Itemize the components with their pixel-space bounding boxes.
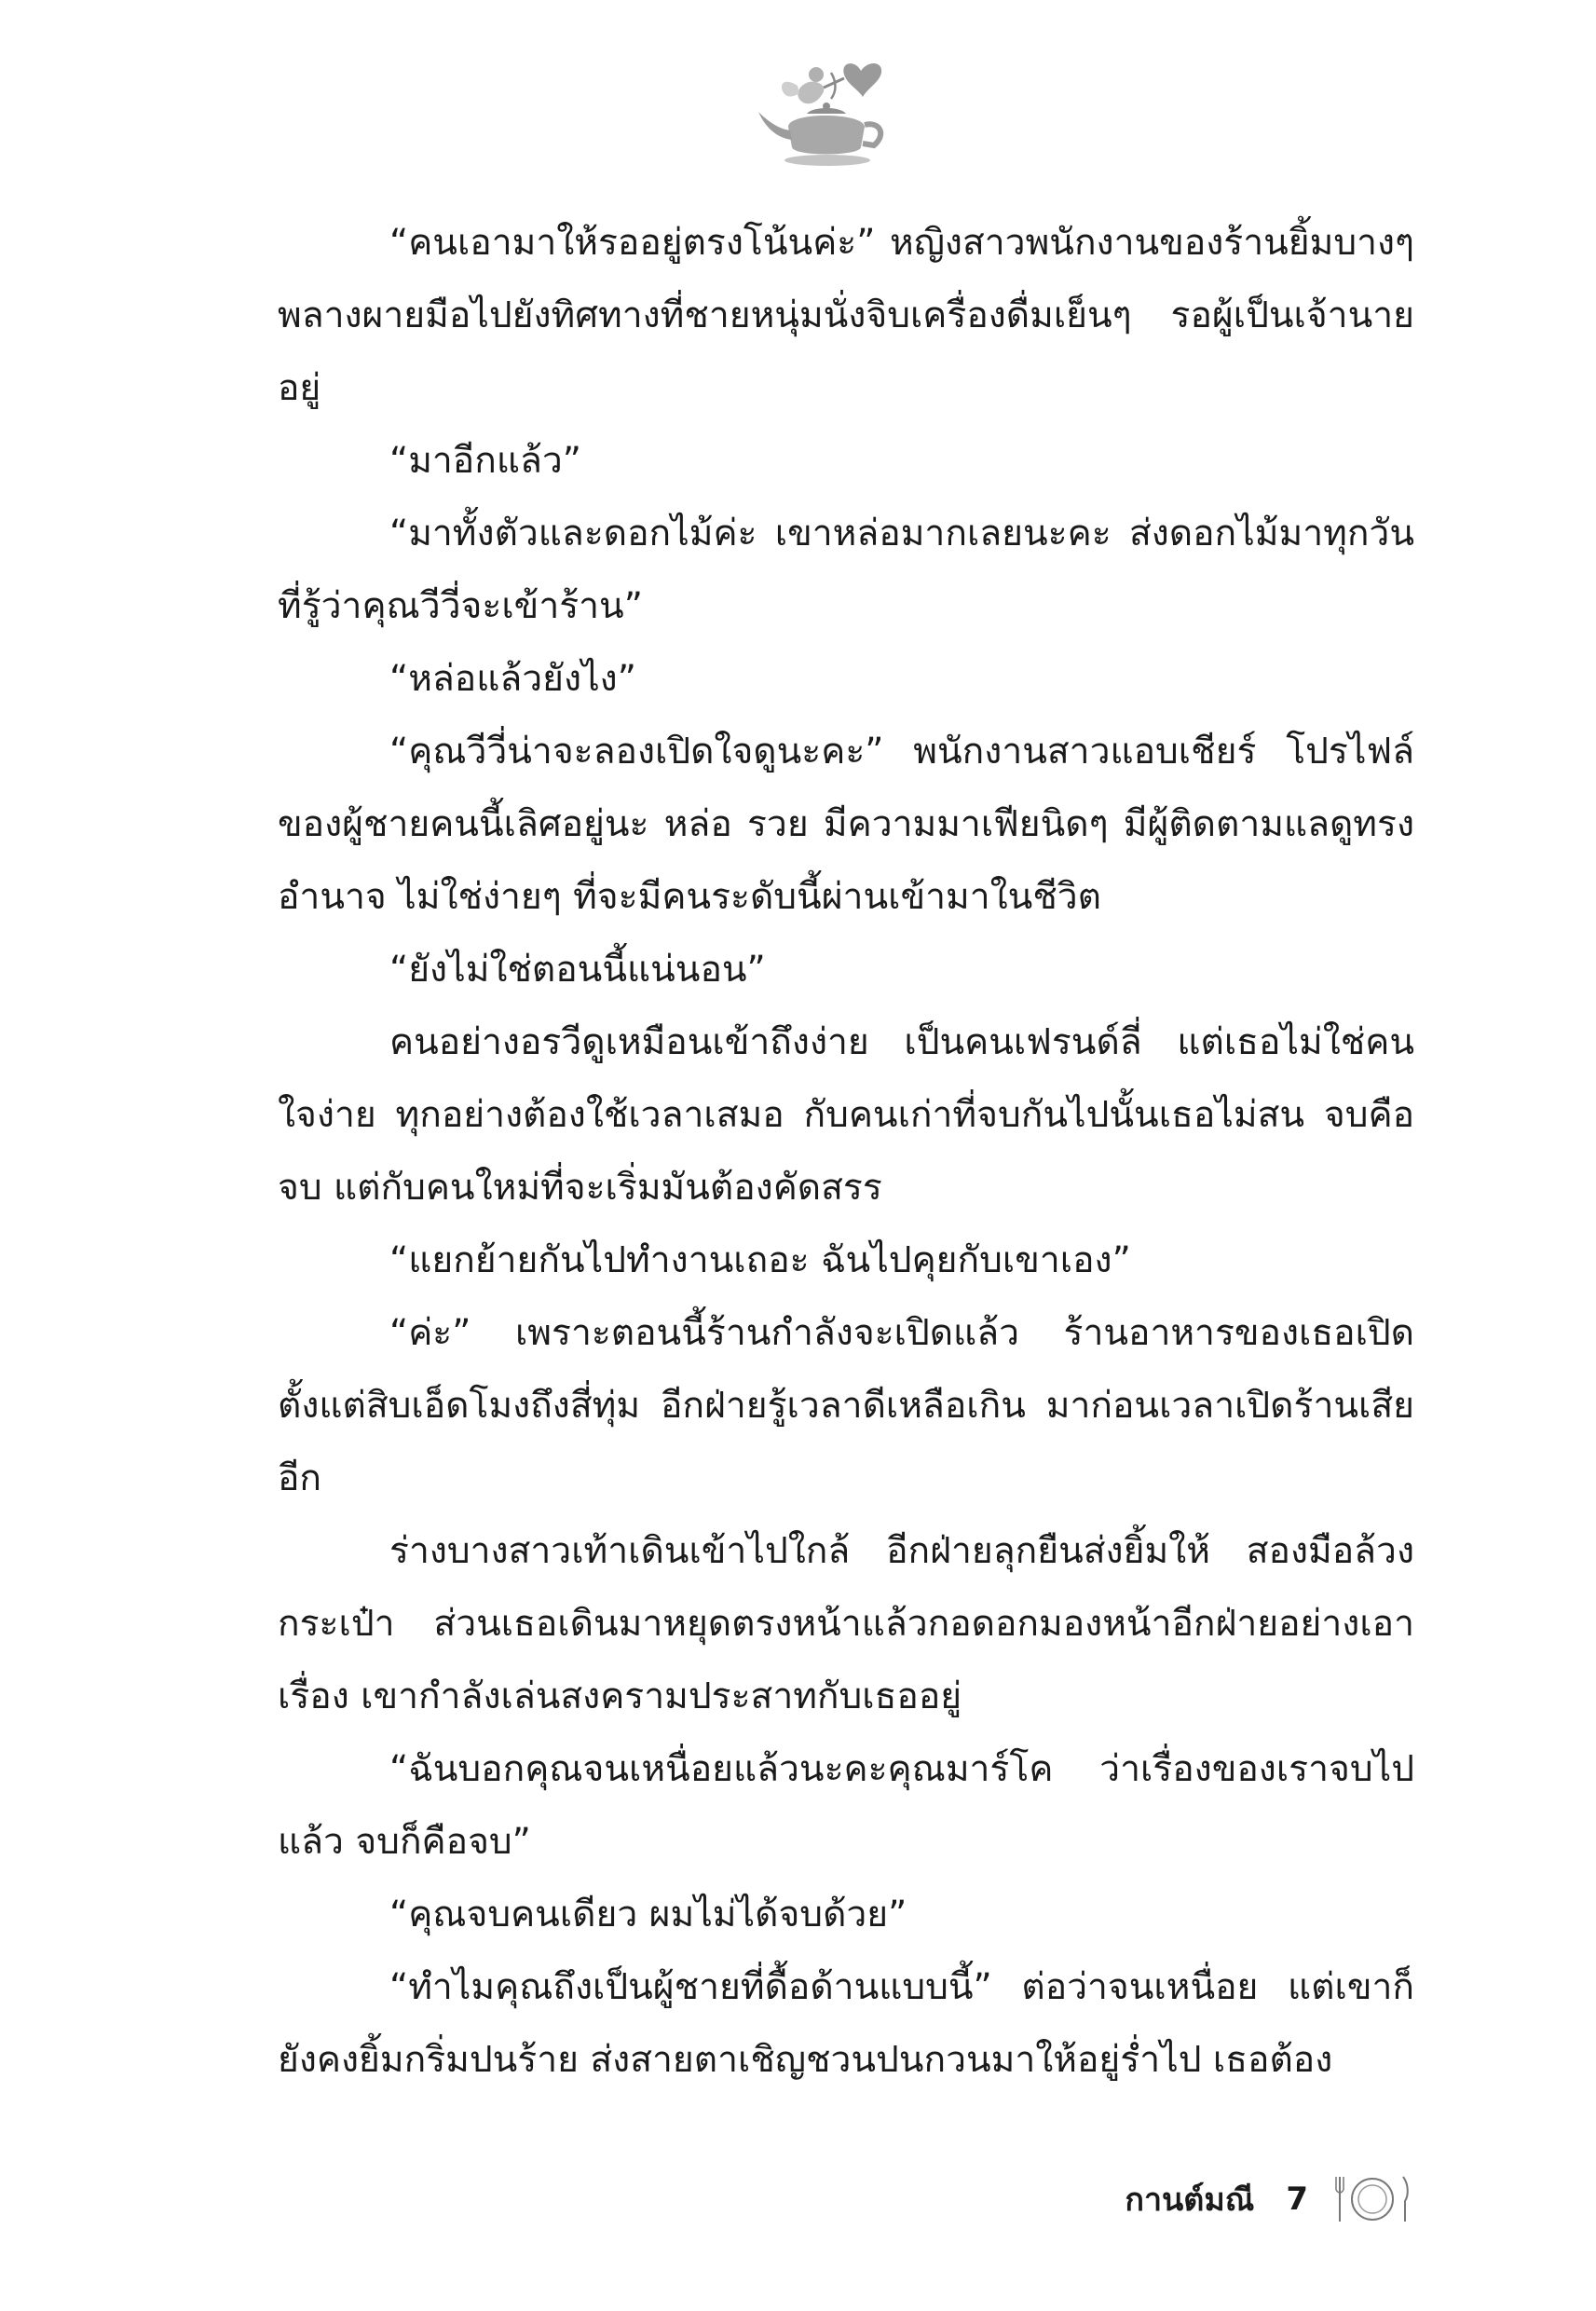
paragraph: “มาทั้งตัวและดอกไม้ค่ะ เขาหล่อมากเลยนะคะ ส่งดอกไม้มาทุกวันที่รู้ว่าคุณวีวี่จะเข้าร้าน” [278, 513, 1414, 627]
paragraph: “คุณจบคนเดียว ผมไม่ได้จบด้วย” [389, 1894, 907, 1935]
page-footer [1125, 2171, 1414, 2227]
paragraph: “ฉันบอกคุณจนเหนื่อยแล้วนะคะคุณมาร์โค ว่าเรื่องของเราจบไปแล้ว จบก็คือจบ” [278, 1748, 1414, 1863]
paragraph: “ทำไมคุณถึงเป็นผู้ชายที่ดื้อด้านแบบนี้” ต่อว่าจนเหนื่อย แต่เขาก็ยังคงยิ้มกริ่มปนร้าย ส่งสายตาเชิญชวนปนกวนมาให้อยู่ร่ำไป เธอต้อง [278, 1966, 1414, 2081]
cupid-teapot-icon [751, 54, 909, 175]
paragraph: “ยังไม่ใช่ตอนนี้แน่นอน” [389, 949, 766, 991]
paragraph: “คนเอามาให้รออยู่ตรงโน้นค่ะ” หญิงสาวพนักงานของร้านยิ้มบางๆ พลางผายมือไปยังทิศทางที่ชายหนุ่มนั่งจิบเครื่องดื่มเย็นๆ รอผู้เป็นเจ้านายอยู่ [278, 222, 1414, 409]
page-number: 7 [1286, 2181, 1308, 2218]
paragraph: “มาอีกแล้ว” [389, 440, 581, 482]
paragraph: “คุณวีวี่น่าจะลองเปิดใจดูนะคะ” พนักงานสาวแอบเชียร์ โปรไฟล์ของผู้ชายคนนี้เลิศอยู่นะ หล่อ รวย มีความมาเฟียนิดๆ มีผู้ติดตามแลดูทรงอำนาจ ไม่ใช่ง่ายๆ ที่จะมีคนระดับนี้ผ่านเข้ามาในชีวิต [278, 731, 1414, 918]
paragraph: คนอย่างอรวีดูเหมือนเข้าถึงง่าย เป็นคนเฟรนด์ลี่ แต่เธอไม่ใช่คนใจง่าย ทุกอย่างต้องใช้เวลาเสมอ กับคนเก่าที่จบกันไปนั้นเธอไม่สน จบคือจบ แต่กับคนใหม่ที่จะเริ่มมันต้องคัดสรร [278, 1021, 1414, 1209]
paragraph: “หล่อแล้วยังไง” [389, 658, 636, 700]
paragraph: “แยกย้ายกันไปทำงานเถอะ ฉันไปคุยกับเขาเอง” [389, 1239, 1131, 1281]
author-name: กานต์มณี [1125, 2181, 1255, 2219]
body-text [278, 207, 1414, 2097]
paragraph: ร่างบางสาวเท้าเดินเข้าไปใกล้ อีกฝ่ายลุกยืนส่งยิ้มให้ สองมือล้วงกระเป๋า ส่วนเธอเดินมาหยุดตรงหน้าแล้วกอดอกมองหน้าอีกฝ่ายอย่างเอาเรื่อง เขากำลังเล่นสงครามประสาทกับเธออยู่ [278, 1530, 1414, 1717]
plate-fork-knife-icon [1330, 2171, 1414, 2227]
paragraph: “ค่ะ” เพราะตอนนี้ร้านกำลังจะเปิดแล้ว ร้านอาหารของเธอเปิดตั้งแต่สิบเอ็ดโมงถึงสี่ทุ่ม อีกฝ่ายรู้เวลาดีเหลือเกิน มาก่อนเวลาเปิดร้านเสียอีก [278, 1312, 1414, 1499]
